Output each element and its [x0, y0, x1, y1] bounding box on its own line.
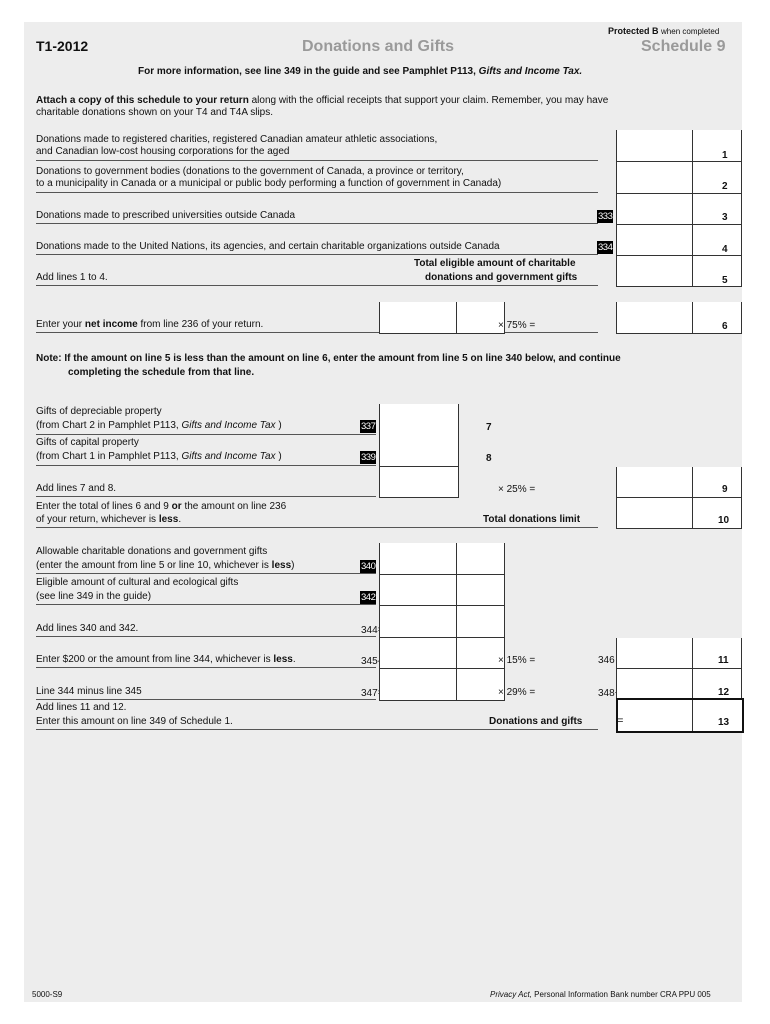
line5-total-label-b: donations and government gifts	[425, 272, 578, 283]
line347-text: Line 344 minus line 345	[36, 686, 142, 697]
form-page	[24, 22, 742, 1002]
schedule-label: Schedule 9	[641, 38, 726, 55]
line5-rule	[36, 285, 598, 286]
form-code: 5000-S9	[32, 990, 63, 999]
line7-text-a: Gifts of depreciable property	[36, 406, 162, 417]
line342-amount-field[interactable]	[379, 575, 505, 606]
line342-text-b: (see line 349 in the guide)	[36, 591, 152, 602]
privacy-notice: Privacy Act, Personal Information Bank number CRA PPU 005	[490, 990, 711, 999]
code-348: 348	[598, 688, 615, 699]
line345-multiplier: × 15% =	[498, 655, 536, 666]
line4-text: Donations made to the United Nations, its agencies, and certain charitable organizations outside Canada	[36, 241, 500, 252]
line344-text: Add lines 340 and 342.	[36, 623, 139, 634]
code-339: 339	[361, 452, 376, 463]
line8-amount-field[interactable]	[379, 435, 459, 467]
page-title: Donations and Gifts	[302, 38, 454, 55]
line7-text-b: (from Chart 2 in Pamphlet P113, Gifts and Income Tax )	[36, 420, 282, 431]
line13-equals: =	[617, 715, 624, 727]
line-number-1: 1	[722, 150, 728, 161]
line340-text-a: Allowable charitable donations and government gifts	[36, 546, 268, 557]
line13-rule	[36, 729, 598, 730]
line5-total-label-a: Total eligible amount of charitable	[414, 258, 576, 269]
line347-amount-field[interactable]	[379, 669, 505, 701]
line1-text-b: and Canadian low-cost housing corporations for the aged	[36, 146, 290, 157]
line3-text: Donations made to prescribed universities outside Canada	[36, 210, 296, 221]
code-344: 344	[361, 625, 378, 636]
line345-text: Enter $200 or the amount from line 344, whichever is less.	[36, 654, 296, 665]
line4-rule	[36, 254, 598, 255]
note-text-b: completing the schedule from that line.	[68, 367, 255, 378]
line-number-3: 3	[722, 212, 728, 223]
net-income-field[interactable]	[379, 302, 505, 334]
code-337: 337	[361, 421, 376, 432]
line6-text: Enter your net income from line 236 of your return.	[36, 319, 264, 330]
line-number-7: 7	[486, 422, 492, 433]
line5-text: Add lines 1 to 4.	[36, 272, 108, 283]
note-text-a: Note: If the amount on line 5 is less than the amount on line 6, enter the amount from line 5 on line 340 below, and continue	[36, 353, 621, 364]
line-number-2: 2	[722, 181, 728, 192]
line-number-10: 10	[718, 515, 730, 526]
line345-amount-field[interactable]	[379, 638, 505, 669]
code-346: 346	[598, 655, 615, 666]
code-345: 345	[361, 656, 378, 667]
line10-text-a: Enter the total of lines 6 and 9 or the amount on line 236	[36, 501, 287, 512]
line8-text-a: Gifts of capital property	[36, 437, 139, 448]
attach-instruction: Attach a copy of this schedule to your return along with the official receipts that support your claim. Remember, you may have	[36, 95, 609, 106]
line9-multiplier: × 25% =	[498, 484, 536, 495]
line-number-8: 8	[486, 453, 492, 464]
line342-rule	[36, 604, 376, 605]
line9-text: Add lines 7 and 8.	[36, 483, 117, 494]
line-number-12: 12	[718, 687, 730, 698]
code-347: 347	[361, 688, 378, 699]
line9-amount-field[interactable]	[379, 467, 459, 498]
line6-multiplier: × 75% =	[498, 320, 536, 331]
line-number-6: 6	[722, 321, 728, 332]
line1-rule	[36, 160, 598, 161]
line6-rule	[36, 332, 598, 333]
line9-rule	[36, 496, 376, 497]
line10-text-b: of your return, whichever is less.	[36, 514, 182, 525]
info-line: For more information, see line 349 in the guide and see Pamphlet P113, Gifts and Income Tax.	[138, 66, 583, 77]
line2-text-a: Donations to government bodies (donations to the government of Canada, a province or territory,	[36, 166, 464, 177]
form-year: T1-2012	[36, 38, 89, 54]
line344-amount-field[interactable]	[379, 606, 505, 638]
line7-rule	[36, 434, 376, 435]
protected-notice: Protected B when completed	[608, 26, 720, 36]
line7-amount-field[interactable]	[379, 404, 459, 436]
line344-rule	[36, 636, 376, 637]
code-342: 342	[361, 592, 376, 603]
line340-rule	[36, 573, 376, 574]
line13-text-a: Add lines 11 and 12.	[36, 702, 127, 713]
line347-rule	[36, 699, 376, 700]
line8-rule	[36, 465, 376, 466]
line2-rule	[36, 192, 598, 193]
line-number-13: 13	[718, 717, 730, 728]
line342-text-a: Eligible amount of cultural and ecological gifts	[36, 577, 239, 588]
line8-text-b: (from Chart 1 in Pamphlet P113, Gifts and Income Tax )	[36, 451, 282, 462]
line-number-4: 4	[722, 244, 728, 255]
line13-text-b: Enter this amount on line 349 of Schedule 1.	[36, 716, 233, 727]
code-340: 340	[361, 561, 376, 572]
line1-text-a: Donations made to registered charities, registered Canadian amateur athletic associations,	[36, 134, 438, 145]
line340-amount-field[interactable]	[379, 543, 505, 575]
line-number-11: 11	[718, 655, 729, 666]
line3-rule	[36, 223, 598, 224]
line10-rule	[36, 527, 598, 528]
line345-rule	[36, 667, 376, 668]
attach-instruction-2: charitable donations shown on your T4 and T4A slips.	[36, 107, 274, 118]
line-number-5: 5	[722, 275, 728, 286]
line-number-9: 9	[722, 484, 728, 495]
code-333: 333	[598, 211, 613, 222]
line10-total-label: Total donations limit	[483, 514, 581, 525]
code-334: 334	[598, 242, 613, 253]
line340-text-b: (enter the amount from line 5 or line 10, whichever is less)	[36, 560, 295, 571]
line2-text-b: to a municipality in Canada or a municipal or public body performing a function of government in Canada)	[36, 178, 502, 189]
line13-total-label: Donations and gifts	[489, 716, 583, 727]
line347-multiplier: × 29% =	[498, 687, 536, 698]
